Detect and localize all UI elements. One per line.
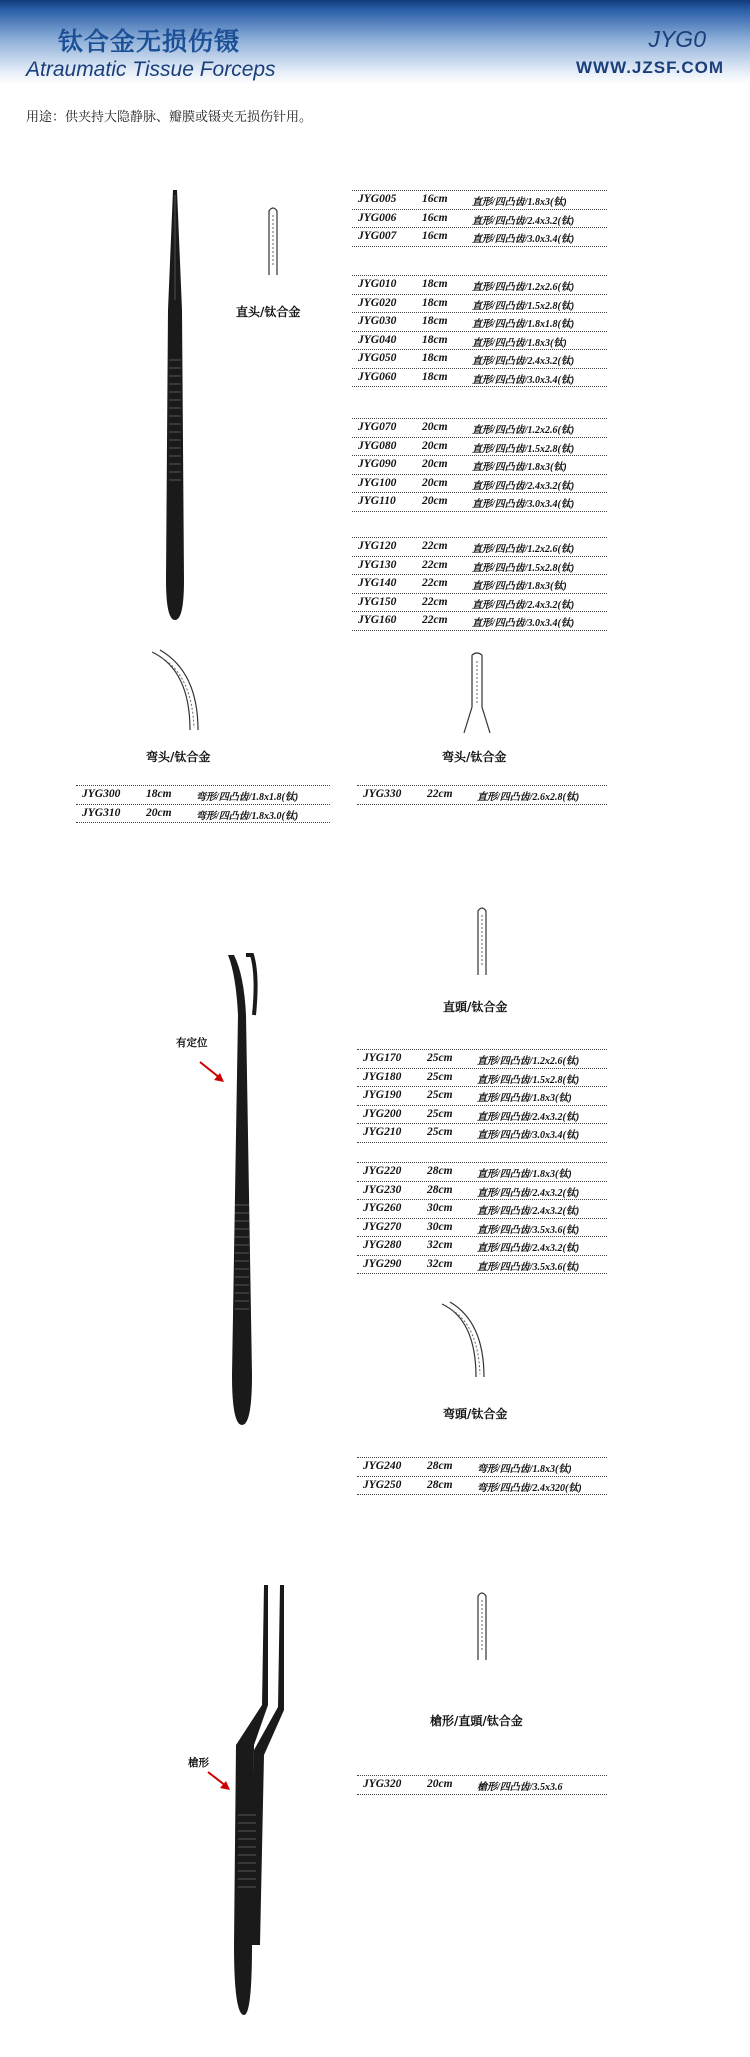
cell-code: JYG100	[358, 476, 397, 489]
cell-spec: 直形/四凸齿/1.8x3(钛)	[472, 197, 567, 208]
cell-code: JYG310	[82, 806, 121, 819]
table-row	[352, 575, 607, 594]
cell-code: JYG010	[358, 278, 397, 290]
cell-code: JYG210	[363, 1126, 402, 1138]
table-jyg220	[357, 1162, 607, 1274]
curved-neck-tip-icon	[462, 655, 492, 735]
cell-len: 16cm	[422, 193, 448, 205]
table-jyg120	[352, 537, 607, 631]
cell-len: 28cm	[427, 1183, 453, 1196]
cell-spec: 弯形/四凸齿/1.8x3(钛)	[477, 1464, 572, 1475]
table-jyg070	[352, 418, 607, 512]
cell-code: JYG130	[358, 558, 397, 571]
table-row	[352, 295, 607, 314]
positioned-forceps-image	[222, 955, 272, 1425]
cell-code: JYG030	[358, 315, 397, 327]
cell-spec: 直形/四凸齿/1.8x3(钛)	[472, 462, 567, 473]
cell-len: 25cm	[427, 1126, 453, 1138]
cell-spec: 直形/四凸齿/3.0x3.4(钛)	[472, 618, 575, 629]
table-jyg010	[352, 275, 607, 387]
cell-code: JYG120	[358, 540, 397, 552]
table-row	[357, 1182, 607, 1201]
cell-spec: 直形/四凸齿/1.2x2.6(钛)	[477, 1056, 580, 1067]
cell-len: 18cm	[422, 278, 448, 290]
bayonet-tip-icon	[474, 1590, 490, 1660]
cell-len: 18cm	[422, 296, 448, 309]
cell-len: 18cm	[422, 333, 448, 346]
straight-forceps-image	[155, 190, 195, 620]
cell-len: 25cm	[427, 1107, 453, 1120]
cell-len: 25cm	[427, 1052, 453, 1064]
cell-len: 22cm	[422, 614, 448, 626]
gun-arrow-icon	[206, 1770, 234, 1792]
cell-len: 28cm	[427, 1478, 453, 1491]
cell-len: 18cm	[422, 352, 448, 364]
table-row	[352, 612, 607, 631]
cell-len: 30cm	[427, 1220, 453, 1233]
cell-spec: 直形/四凸齿/3.5x3.6(钛)	[477, 1224, 580, 1236]
table-row	[357, 1124, 607, 1143]
curved-tip-icon	[150, 650, 205, 730]
cell-len: 16cm	[422, 211, 448, 224]
curved-neck-tip-2-icon	[440, 1302, 490, 1377]
cell-spec: 直形/四凸齿/3.5x3.6(钛)	[477, 1261, 580, 1273]
cell-code: JYG140	[358, 577, 397, 589]
cell-code: JYG050	[358, 352, 397, 364]
cell-spec: 弯形/四凸齿/2.4x320(钛)	[477, 1482, 582, 1494]
cell-code: JYG070	[358, 421, 397, 433]
table-row	[352, 191, 607, 210]
cell-code: JYG250	[363, 1478, 402, 1491]
cell-spec: 直形/四凸齿/1.5x2.8(钛)	[472, 443, 575, 455]
table-row	[352, 594, 607, 613]
cell-code: JYG270	[363, 1220, 402, 1233]
table-row	[357, 1163, 607, 1182]
cell-code: JYG190	[363, 1089, 402, 1101]
cell-spec: 直形/四凸齿/3.0x3.4(钛)	[477, 1130, 580, 1141]
table-jyg005	[352, 190, 607, 247]
cell-len: 25cm	[427, 1070, 453, 1083]
cell-code: JYG005	[358, 193, 397, 205]
cell-len: 25cm	[427, 1089, 453, 1101]
table-row	[357, 1237, 607, 1256]
cell-spec: 直形/四凸齿/1.5x2.8(钛)	[477, 1074, 580, 1086]
cell-spec: 直形/四凸齿/1.2x2.6(钛)	[472, 282, 575, 293]
cell-code: JYG090	[358, 458, 397, 470]
cell-len: 22cm	[422, 595, 448, 608]
table-row	[352, 228, 607, 247]
table-row	[357, 1256, 607, 1275]
straight-neck-tip-icon	[474, 905, 490, 975]
table-row	[357, 1106, 607, 1125]
label-curved-titanium: 弯头/钛合金	[146, 750, 211, 764]
cell-len: 20cm	[422, 421, 448, 433]
cell-code: JYG290	[363, 1257, 402, 1270]
cell-code: JYG170	[363, 1052, 402, 1064]
cell-len: 18cm	[422, 315, 448, 327]
cell-code: JYG220	[363, 1165, 402, 1177]
table-row	[352, 276, 607, 295]
cell-spec: 直形/四凸齿/3.0x3.4(钛)	[472, 234, 575, 245]
cell-spec: 直形/四凸齿/1.8x3(钛)	[477, 1169, 572, 1180]
table-row	[357, 1200, 607, 1219]
cell-code: JYG007	[358, 230, 397, 242]
cell-code: JYG240	[363, 1460, 402, 1472]
cell-spec: 直形/四凸齿/2.4x3.2(钛)	[477, 1187, 580, 1199]
cell-spec: 槍形/四凸齿/3.5x3.6	[477, 1782, 563, 1793]
cell-code: JYG006	[358, 211, 397, 224]
table-row	[352, 438, 607, 457]
cell-code: JYG260	[363, 1202, 402, 1214]
cell-spec: 直形/四凸齿/1.8x3(钛)	[472, 581, 567, 592]
cell-spec: 直形/四凸齿/1.8x3(钛)	[472, 337, 567, 349]
table-row	[76, 786, 330, 805]
label-straight-titanium: 直头/钛合金	[236, 305, 301, 319]
table-row	[357, 786, 607, 805]
cell-code: JYG280	[363, 1239, 402, 1251]
cell-len: 22cm	[427, 788, 453, 800]
cell-spec: 直形/四凸齿/3.0x3.4(钛)	[472, 374, 575, 386]
cell-spec: 直形/四凸齿/3.0x3.4(钛)	[472, 499, 575, 510]
table-jyg240	[357, 1457, 607, 1495]
cell-spec: 弯形/四凸齿/1.8x1.8(钛)	[196, 792, 299, 803]
table-jyg300	[76, 785, 330, 823]
cell-spec: 直形/四凸齿/2.4x3.2(钛)	[472, 215, 575, 227]
table-row	[352, 419, 607, 438]
cell-code: JYG180	[363, 1070, 402, 1083]
cell-spec: 直形/四凸齿/1.2x2.6(钛)	[472, 544, 575, 555]
table-row	[352, 493, 607, 512]
page-title-en: Atraumatic Tissue Forceps	[26, 58, 276, 81]
cell-code: JYG330	[363, 788, 402, 800]
table-row	[357, 1050, 607, 1069]
cell-len: 20cm	[146, 806, 172, 819]
cell-spec: 直形/四凸齿/2.4x3.2(钛)	[477, 1243, 580, 1254]
table-row	[357, 1458, 607, 1477]
cell-spec: 直形/四凸齿/2.4x3.2(钛)	[472, 599, 575, 611]
cell-spec: 直形/四凸齿/1.2x2.6(钛)	[472, 425, 575, 436]
table-row	[357, 1069, 607, 1088]
website-link[interactable]: WWW.JZSF.COM	[576, 58, 724, 77]
cell-len: 20cm	[422, 458, 448, 470]
label-bayonet-titanium: 槍形/直頭/钛合金	[430, 1714, 523, 1728]
table-row	[352, 332, 607, 351]
cell-code: JYG230	[363, 1183, 402, 1196]
cell-spec: 直形/四凸齿/1.5x2.8(钛)	[472, 300, 575, 312]
catalog-code: JYG0	[648, 26, 706, 52]
cell-spec: 直形/四凸齿/1.5x2.8(钛)	[472, 562, 575, 574]
table-row	[352, 210, 607, 229]
cell-spec: 直形/四凸齿/1.8x1.8(钛)	[472, 319, 575, 330]
label-curved-neck-titanium: 弯頭/钛合金	[443, 1407, 508, 1421]
straight-tip-icon	[265, 205, 281, 275]
cell-len: 18cm	[146, 788, 172, 800]
cell-spec: 直形/四凸齿/1.8x3(钛)	[477, 1093, 572, 1104]
cell-len: 32cm	[427, 1239, 453, 1251]
label-straight-neck-titanium: 直頭/钛合金	[443, 1000, 508, 1014]
cell-len: 20cm	[422, 495, 448, 507]
cell-len: 18cm	[422, 370, 448, 383]
bayonet-forceps-image	[224, 1585, 304, 2015]
table-jyg320	[357, 1775, 607, 1795]
table-jyg330	[357, 785, 607, 805]
cell-len: 20cm	[422, 439, 448, 452]
label-positioned: 有定位	[176, 1037, 208, 1049]
cell-spec: 直形/四凸齿/2.4x3.2(钛)	[472, 480, 575, 492]
label-curved2-titanium: 弯头/钛合金	[442, 750, 507, 764]
cell-code: JYG320	[363, 1778, 402, 1790]
table-row	[357, 1219, 607, 1238]
cell-code: JYG150	[358, 595, 397, 608]
cell-code: JYG110	[358, 495, 396, 507]
cell-code: JYG160	[358, 614, 397, 626]
cell-len: 22cm	[422, 540, 448, 552]
cell-code: JYG060	[358, 370, 397, 383]
cell-spec: 直形/四凸齿/2.4x3.2(钛)	[472, 356, 575, 367]
cell-len: 22cm	[422, 577, 448, 589]
page-title-cn: 钛合金无损伤镊	[58, 27, 241, 56]
cell-code: JYG300	[82, 788, 121, 800]
cell-code: JYG080	[358, 439, 397, 452]
table-row	[352, 313, 607, 332]
cell-spec: 直形/四凸齿/2.4x3.2(钛)	[477, 1206, 580, 1217]
cell-code: JYG040	[358, 333, 397, 346]
cell-spec: 直形/四凸齿/2.6x2.8(钛)	[477, 792, 580, 803]
table-jyg170	[357, 1049, 607, 1143]
cell-len: 22cm	[422, 558, 448, 571]
cell-len: 28cm	[427, 1165, 453, 1177]
table-row	[352, 557, 607, 576]
table-row	[352, 475, 607, 494]
cell-len: 20cm	[427, 1778, 453, 1790]
table-row	[352, 538, 607, 557]
label-gun: 槍形	[188, 1757, 209, 1769]
table-row	[352, 369, 607, 388]
table-row	[352, 350, 607, 369]
cell-len: 28cm	[427, 1460, 453, 1472]
cell-spec: 直形/四凸齿/2.4x3.2(钛)	[477, 1111, 580, 1123]
table-row	[76, 805, 330, 824]
table-row	[352, 456, 607, 475]
cell-spec: 弯形/四凸齿/1.8x3.0(钛)	[196, 810, 299, 822]
cell-code: JYG020	[358, 296, 397, 309]
cell-len: 32cm	[427, 1257, 453, 1270]
usage-text: 用途：供夹持大隐静脉、瓣膜或镊夹无损伤针用。	[26, 110, 313, 125]
table-row	[357, 1477, 607, 1496]
cell-code: JYG200	[363, 1107, 402, 1120]
cell-len: 30cm	[427, 1202, 453, 1214]
cell-len: 20cm	[422, 476, 448, 489]
positioned-arrow-icon	[198, 1060, 228, 1084]
table-row	[357, 1776, 607, 1795]
table-row	[357, 1087, 607, 1106]
cell-len: 16cm	[422, 230, 448, 242]
